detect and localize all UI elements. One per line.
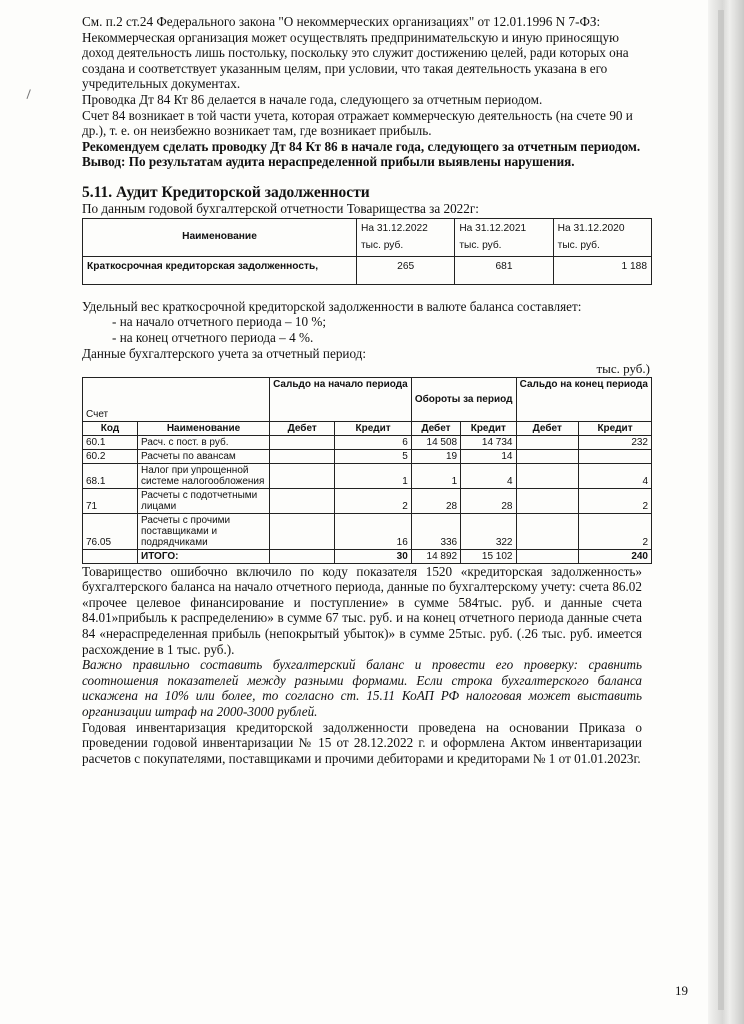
row-turn-debit: 14 508 [411,435,460,449]
t1-header-unit-2: тыс. руб. [455,236,553,256]
table-row [83,488,652,513]
t1-header-date-3: На 31.12.2020 [553,218,651,236]
table1-caption: По данным годовой бухгалтерской отчетности Товарищества за 2022г: [82,200,479,216]
row-open-debit [270,463,335,488]
row-close-debit [516,435,579,449]
table2-caption: Данные бухгалтерского учета за отчетный период: [82,345,367,361]
total-open-debit [270,549,335,563]
conclusion: Вывод: По результатам аудита нераспределенной прибыли выявлены нарушения. [82,154,575,170]
row-turn-debit: 19 [411,449,460,463]
total-open-credit: 30 [335,549,411,563]
t2-header-closing: Сальдо на конец периода [516,377,652,421]
t2-header-opening: Сальдо на начало периода [270,377,412,421]
row-turn-credit: 322 [461,513,516,549]
ledger-table [82,377,652,564]
row-open-debit [270,435,335,449]
intro-line-4: Счет 84 возникает в той части учета, которая отражает коммерческую деятельность (на счете 90 и др.), т. е. он неизбежно возникает там, где возникает прибыль. [82,107,633,139]
row-code: 60.2 [83,449,138,463]
row-open-debit [270,488,335,513]
row-open-debit [270,449,335,463]
t2-header-code: Код [83,421,138,435]
t2-header-turn-debit: Дебет [411,421,460,435]
total-row [83,549,652,563]
t1-header-date-1: На 31.12.2022 [357,218,455,236]
row-open-credit: 2 [335,488,411,513]
t2-header-open-credit: Кредит [335,421,411,435]
document-page [82,14,650,766]
recommendation: Рекомендуем сделать проводку Дт 84 Кт 86 в начале года, следующего за отчетным периодом. [82,138,641,154]
inventory-paragraph: Годовая инвентаризация кредиторской задолженности проведена на основании Приказа о проведении годовой инвентаризации № 15 от 28.12.2022 г. и оформлена Актом инвентаризации расчетов с покупателями, поставщиками и прочими дебиторами и кредиторами № 1 от 01.01.2023г. [82,719,642,766]
t2-header-close-credit: Кредит [579,421,652,435]
intro-line-2: Некоммерческая организация может осуществлять предпринимательскую и иную приносящую доход деятельность лишь постольку, поскольку это служит достижению целей, ради которых она создана и соответствует указанным целям, при условии, что такая деятельность указана в его учредительных документах. [82,29,629,92]
intro-line-3: Проводка Дт 84 Кт 86 делается в начале года, следующего за отчетным периодом. [82,91,543,107]
row-close-credit: 2 [579,488,652,513]
row-turn-debit: 28 [411,488,460,513]
total-close-debit [516,549,579,563]
row-name: Расчеты с прочими поставщиками и подрядчиками [138,513,270,549]
table2-units: тыс. руб.) [596,361,650,377]
t2-header-turn-credit: Кредит [461,421,516,435]
payables-table [82,218,652,285]
t2-header-name: Наименование [138,421,270,435]
row-close-credit [579,449,652,463]
row-turn-credit: 28 [461,488,516,513]
total-turn-credit: 15 102 [461,549,516,563]
t1-header-name: Наименование [83,218,357,256]
row-code: 68.1 [83,463,138,488]
t1-header-date-2: На 31.12.2021 [455,218,553,236]
share-end: - на конец отчетного периода – 4 %. [112,329,314,345]
row-close-credit: 2 [579,513,652,549]
row-close-debit [516,488,579,513]
row-open-credit: 6 [335,435,411,449]
t2-header-open-debit: Дебет [270,421,335,435]
section-title: 5.11. Аудит Кредиторской задолженности [82,183,370,201]
t1-row-name: Краткосрочная кредиторская задолженность, [83,256,357,284]
table-row [83,463,652,488]
row-open-credit: 1 [335,463,411,488]
row-open-credit: 5 [335,449,411,463]
row-close-credit: 232 [579,435,652,449]
row-open-debit [270,513,335,549]
row-name: Налог при упрощенной системе налогообложения [138,463,270,488]
t1-header-unit-3: тыс. руб. [553,236,651,256]
share-intro: Удельный вес краткосрочной кредиторской задолженности в валюте баланса составляет: [82,298,582,314]
t1-value-2022: 265 [357,256,455,284]
scan-shadow [718,10,724,1010]
italic-note: Важно правильно составить бухгалтерский баланс и провести его проверку: сравнить соотношения показателей между разными формами. Если строка бухгалтерского баланса искажена на 10% или более, то согласно ст. 15.11 КоАП РФ налоговая может выставить организации штраф на 2000-3000 рублей. [82,657,642,720]
total-label: ИТОГО: [138,549,270,563]
row-code: 76.05 [83,513,138,549]
row-turn-credit: 4 [461,463,516,488]
t2-header-close-debit: Дебет [516,421,579,435]
row-name: Расчеты по авансам [138,449,270,463]
row-code: 60.1 [83,435,138,449]
table-row [83,513,652,549]
error-paragraph: Товарищество ошибочно включило по коду показателя 1520 «кредиторская задолженность» бухгалтерского баланса на начало отчетного периода, данные по бухгалтерскому учету: счета 86.02 «прочее целевое финансирование и поступление» в сумме 584тыс. руб. и данные счета 84.01»прибыль к распределению» в сумме 67 тыс. руб. и на конец отчетного периода данные счета 84 «нераспределенная прибыль (непокрытый убыток)» в сумме 25тыс. руб. (.26 тыс. руб. имеется расхождение в 1 тыс. руб.). [82,563,642,657]
t1-value-2021: 681 [455,256,553,284]
pen-mark [26,89,35,100]
row-close-debit [516,449,579,463]
t2-header-turnover: Обороты за период [411,377,516,421]
row-close-credit: 4 [579,463,652,488]
row-name: Расчеты с подотчетными лицами [138,488,270,513]
share-start: - на начало отчетного периода – 10 %; [112,314,327,330]
row-turn-debit: 336 [411,513,460,549]
total-close-credit: 240 [579,549,652,563]
row-close-debit [516,513,579,549]
scan-page-edge [708,0,744,1024]
row-open-credit: 16 [335,513,411,549]
table-row [83,449,652,463]
intro-line-1: См. п.2 ст.24 Федерального закона "О некоммерческих организациях" от 12.01.1996 N 7-ФЗ: [82,14,601,29]
total-turn-debit: 14 892 [411,549,460,563]
table-row [83,435,652,449]
row-close-debit [516,463,579,488]
t2-header-account: Счет [83,377,270,421]
row-turn-debit: 1 [411,463,460,488]
row-name: Расч. с пост. в руб. [138,435,270,449]
row-turn-credit: 14 734 [461,435,516,449]
t1-value-2020: 1 188 [553,256,651,284]
page-number: 19 [675,983,688,998]
row-turn-credit: 14 [461,449,516,463]
row-code: 71 [83,488,138,513]
t1-header-unit-1: тыс. руб. [357,236,455,256]
